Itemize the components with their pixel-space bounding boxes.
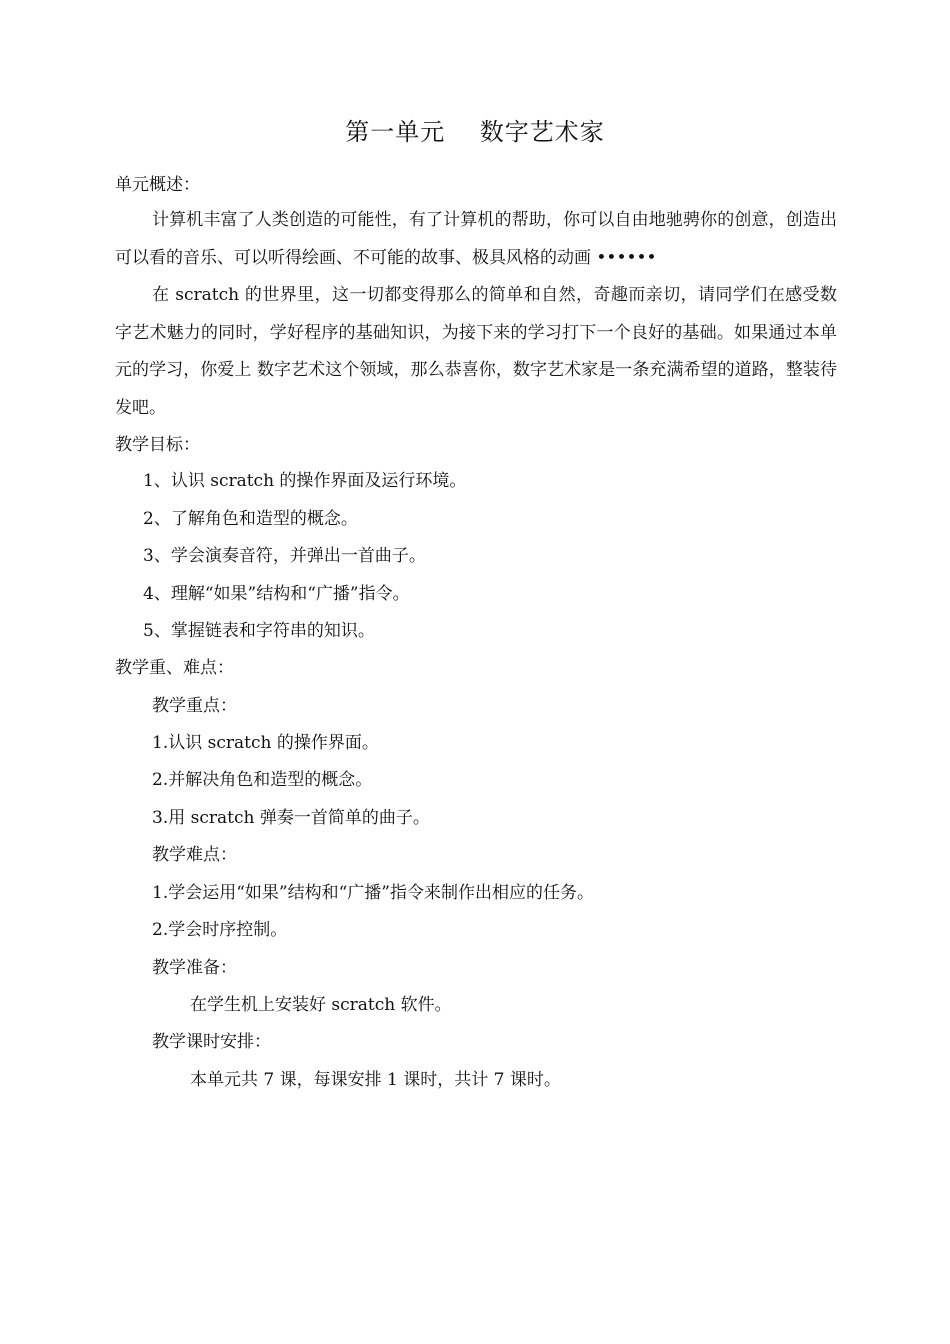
goal-item: 3、学会演奏音符，并弹出一首曲子。 — [143, 546, 426, 566]
preparation-text: 在学生机上安装好 scratch 软件。 — [190, 995, 452, 1015]
difficult-points-heading: 教学难点： — [152, 845, 237, 865]
page-title: 第一单元 数字艺术家 — [345, 118, 605, 146]
overview-heading: 单元概述： — [115, 175, 200, 195]
key-point-item: 3.用 scratch 弹奏一首简单的曲子。 — [152, 808, 430, 828]
goal-item: 1、认识 scratch 的操作界面及运行环境。 — [143, 471, 467, 491]
key-point-item: 2.并解决角色和造型的概念。 — [152, 770, 373, 790]
preparation-heading: 教学准备： — [152, 958, 237, 978]
schedule-text: 本单元共 7 课，每课安排 1 课时，共计 7 课时。 — [190, 1070, 561, 1090]
overview-paragraph-2: 在 scratch 的世界里，这一切都变得那么的简单和自然，奇趣而亲切，请同学们在感受数字艺术魅力的同时，学好程序的基础知识，为接下来的学习打下一个良好的基础。如果通过本单元的学习，你爱上 数字艺术这个领域，那么恭喜你，数字艺术家是一条充满希望的道路，整装待发吧。 — [115, 285, 837, 418]
overview-paragraph-1: 计算机丰富了人类创造的可能性，有了计算机的帮助，你可以自由地驰骋你的创意，创造出可以看的音乐、可以听得绘画、不可能的故事、极具风格的动画 •••••• — [115, 210, 837, 268]
key-point-item: 1.认识 scratch 的操作界面。 — [152, 733, 379, 753]
schedule-heading: 教学课时安排： — [152, 1032, 271, 1052]
goal-item: 2、了解角色和造型的概念。 — [143, 509, 358, 529]
key-difficult-heading: 教学重、难点： — [115, 658, 234, 678]
goal-item: 5、掌握链表和字符串的知识。 — [143, 621, 375, 641]
goals-heading: 教学目标： — [115, 435, 200, 455]
difficult-point-item: 1.学会运用“如果”结构和“广播”指令来制作出相应的任务。 — [152, 883, 594, 903]
goal-item: 4、理解“如果”结构和“广播”指令。 — [143, 584, 410, 604]
difficult-point-item: 2.学会时序控制。 — [152, 920, 288, 940]
key-points-heading: 教学重点： — [152, 696, 237, 716]
